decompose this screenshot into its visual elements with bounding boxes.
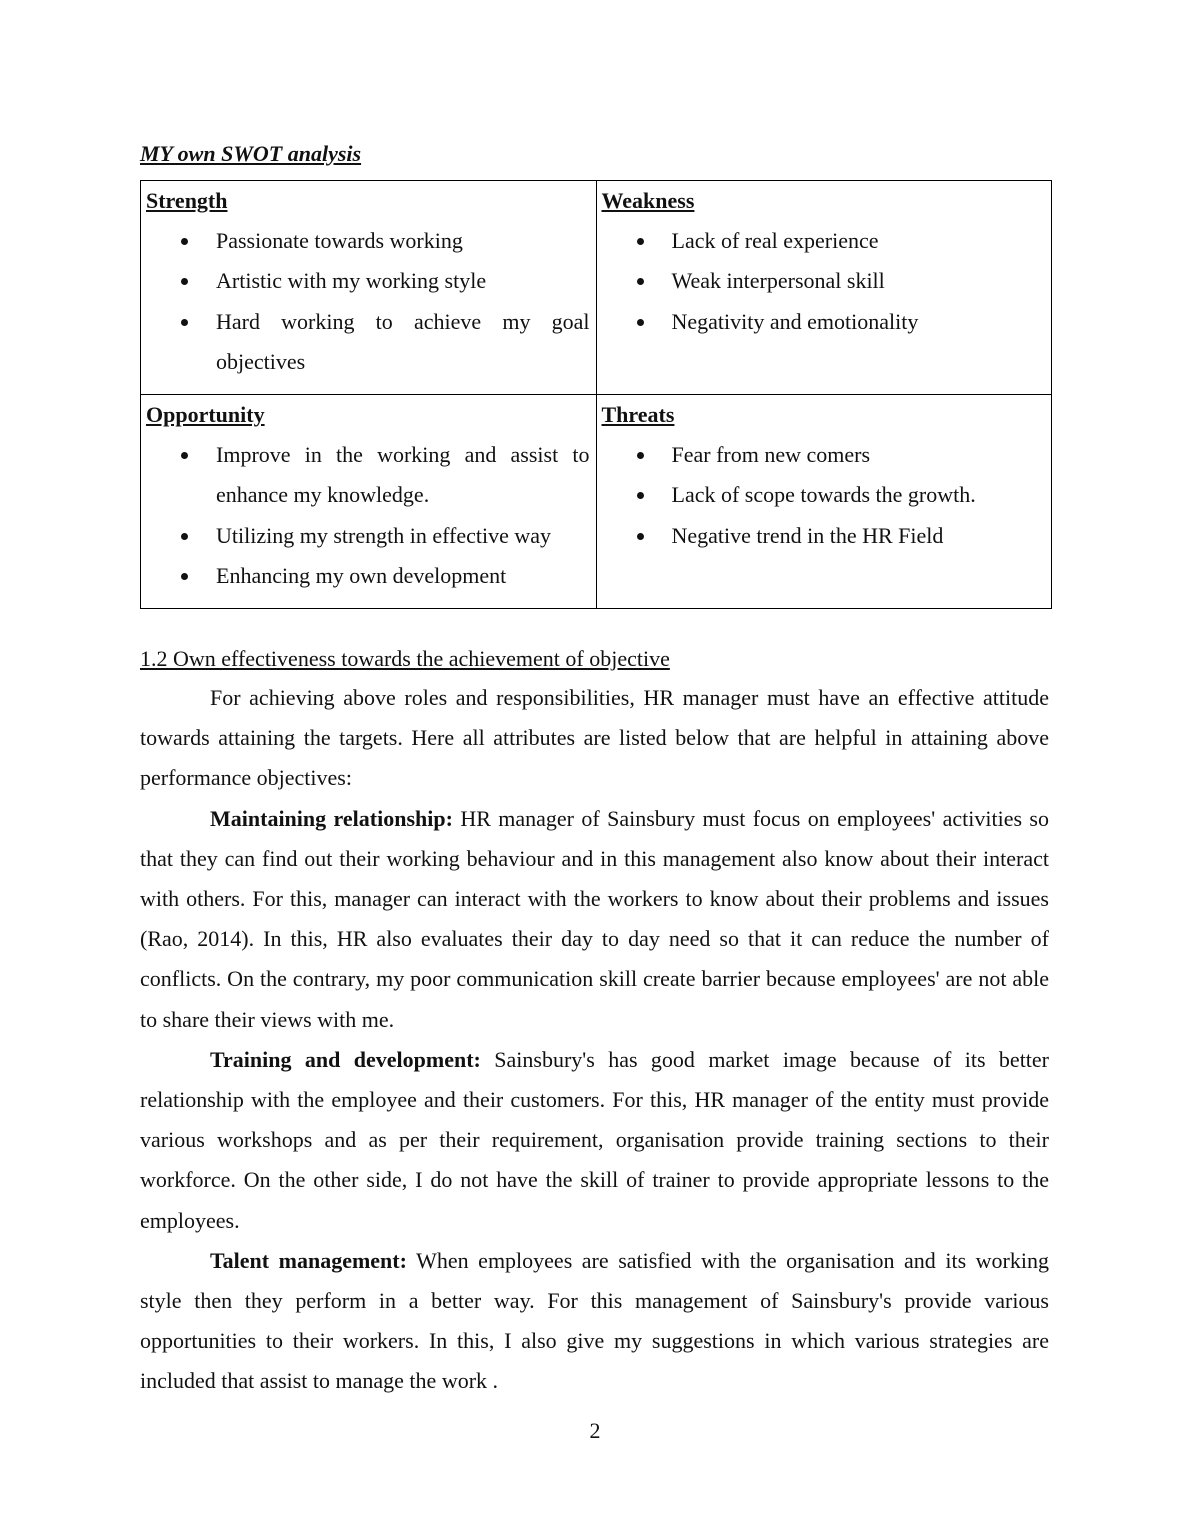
paragraph-label: Talent management: [210,1247,407,1273]
threats-list [602,435,1046,556]
paragraph-text: HR manager of Sainsbury must focus on employees' activities so that they can find out their working behaviour and in this management also know about their interact with others. For this, manager can interact with the workers to know about their problems and issues (Rao, 2014). In this, HR also evaluates their day to day need so that it can reduce the number of conflicts. On the contrary, my poor communication skill create barrier because employees' are not able to share their views with me. [140,805,1049,1032]
paragraph-maintaining-relationship [140,799,1049,1040]
list-item: Utilizing my strength in effective way [146,516,590,556]
intro-paragraph: For achieving above roles and responsibilities, HR manager must have an effective attitude towards attaining the targets. Here all attributes are listed below that are helpful in attaining above performance objectives: [140,685,1049,791]
paragraph-talent-management [140,1241,1049,1402]
list-item: Passionate towards working [146,221,590,261]
weakness-cell [596,181,1052,395]
paragraph-text: Sainsbury's has good market image because of its better relationship with the employee and their customers. For this, HR manager of the entity must provide various workshops and as per their requirement, organisation provide training sections to their workforce. On the other side, I do not have the skill of trainer to provide appropriate lessons to the employees. [140,1046,1050,1233]
list-item: Hard working to achieve my goal objectives [146,302,590,383]
section-body [140,678,1049,1402]
weakness-list [602,221,1046,342]
threats-heading: Threats [601,402,675,428]
opportunity-list [146,435,590,596]
paragraph-training-development [140,1040,1049,1241]
list-item: Negative trend in the HR Field [602,516,1046,556]
list-item: Fear from new comers [602,435,1046,475]
strength-heading: Strength [146,188,228,213]
list-item: Enhancing my own development [146,556,590,596]
page-number: 2 [589,1418,601,1443]
swot-title: MY own SWOT analysis [140,141,362,166]
list-item: Improve in the working and assist to enhance my knowledge. [146,435,590,516]
list-item: Lack of real experience [602,221,1046,261]
paragraph-label: Training and development: [210,1046,481,1072]
opportunity-heading: Opportunity [146,402,265,428]
section-heading: 1.2 Own effectiveness towards the achievement of objective [140,646,670,671]
swot-table [140,180,1052,609]
list-item: Lack of scope towards the growth. [602,475,1046,515]
paragraph-label: Maintaining relationship: [210,805,453,831]
list-item: Negativity and emotionality [602,302,1046,342]
strength-cell [141,181,597,395]
weakness-heading: Weakness [601,188,695,213]
threats-cell [596,395,1052,609]
list-item: Weak interpersonal skill [602,261,1046,301]
paragraph-text: When employees are satisfied with the organisation and its working style then they perform in a better way. For this management of Sainsbury's provide various opportunities to their workers. In this, I also give my suggestions in which various strategies are included that assist to manage the work . [140,1247,1049,1394]
list-item: Artistic with my working style [146,261,590,301]
strength-list [146,221,590,382]
opportunity-cell [141,395,597,609]
